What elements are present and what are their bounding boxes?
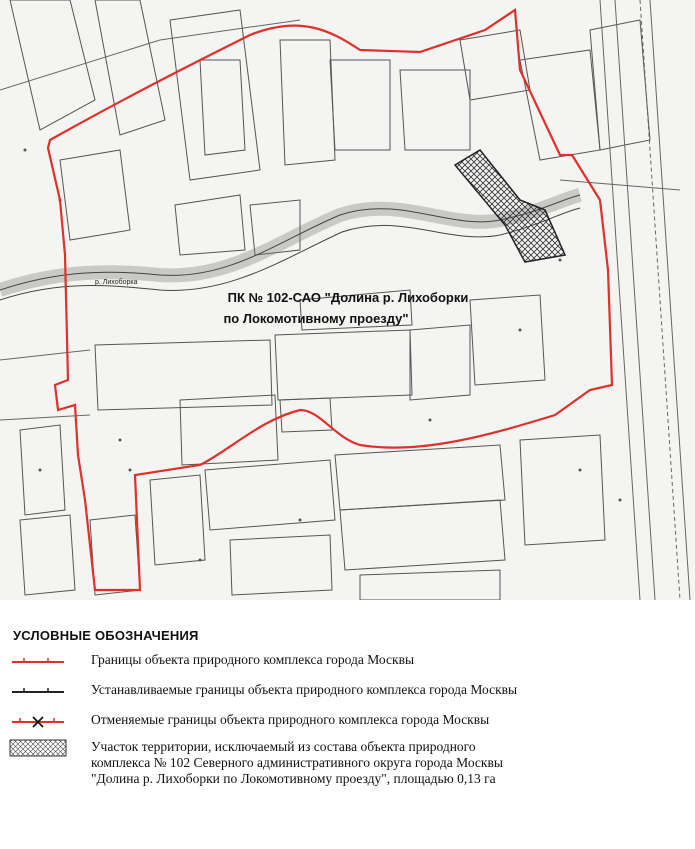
river-label: р. Лихоборка [95,279,138,286]
map-title-line2: по Локомотивному проезду" [223,311,409,326]
legend-title: УСЛОВНЫЕ ОБОЗНАЧЕНИЯ [13,628,199,643]
legend-text: Границы объекта природного комплекса города Москвы [91,652,415,667]
legend [0,600,695,849]
red-crossed-boundary-line-icon [8,712,68,730]
legend-text: Участок территории, исключаемый из состава объекта природного комплекса № 102 Северного административного округа города Москвы "Долина р. Лихоборки по Локомотивному проезду", площадью 0,13 га [91,739,503,786]
legend-text: Отменяемые границы объекта природного комплекса города Москвы [91,712,490,727]
black-boundary-line-icon [8,682,68,700]
legend-text: Устанавливаемые границы объекта природного комплекса города Москвы [91,682,518,697]
hatched-area-icon [8,739,68,757]
map-title-line1: ПК № 102-САО "Долина р. Лихоборки [227,290,469,305]
red-boundary-line-icon [8,652,68,670]
